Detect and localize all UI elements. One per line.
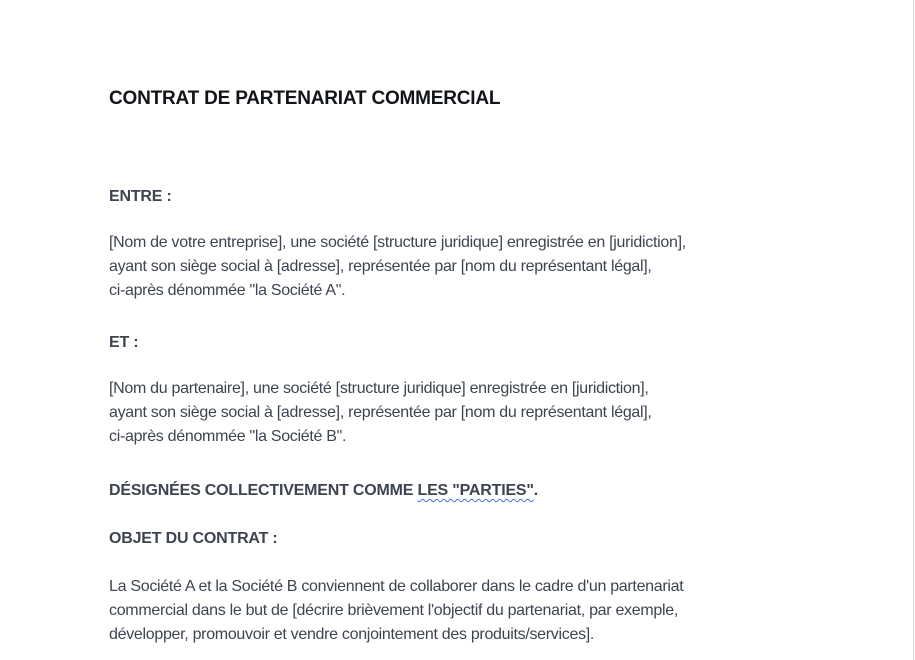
objet-paragraph bbox=[109, 575, 683, 647]
designees-suffix: . bbox=[533, 482, 539, 499]
objet-line: développer, promouvoir et vendre conjointement des produits/services]. bbox=[109, 626, 595, 643]
objet-line: commercial dans le but de [décrire brièvement l'objectif du partenariat, par exemple, bbox=[109, 602, 678, 619]
designees-heading bbox=[109, 480, 538, 502]
document-title: CONTRAT DE PARTENARIAT COMMERCIAL bbox=[109, 88, 501, 109]
party-b-line: ci-après dénommée "la Société B". bbox=[109, 428, 347, 445]
objet-line: La Société A et la Société B conviennent de collaborer dans le cadre d'un partenariat bbox=[109, 578, 684, 595]
party-b-paragraph bbox=[109, 377, 652, 449]
party-a-line: ayant son siège social à [adresse], représentée par [nom du représentant légal], bbox=[109, 258, 652, 275]
spellcheck-flagged-text[interactable]: LES "PARTIES" bbox=[417, 482, 534, 499]
party-a-line: ci-après dénommée "la Société A". bbox=[109, 282, 346, 299]
party-a-paragraph bbox=[109, 231, 686, 303]
party-b-line: [Nom du partenaire], une société [structure juridique] enregistrée en [juridiction], bbox=[109, 380, 649, 397]
objet-label: OBJET DU CONTRAT : bbox=[109, 530, 278, 547]
party-a-line: [Nom de votre entreprise], une société [structure juridique] enregistrée en [juridiction], bbox=[109, 234, 686, 251]
party-b-line: ayant son siège social à [adresse], représentée par [nom du représentant légal], bbox=[109, 404, 652, 421]
et-label: ET : bbox=[109, 334, 139, 351]
designees-prefix: DÉSIGNÉES COLLECTIVEMENT COMME bbox=[109, 482, 418, 499]
entre-label: ENTRE : bbox=[109, 188, 172, 205]
